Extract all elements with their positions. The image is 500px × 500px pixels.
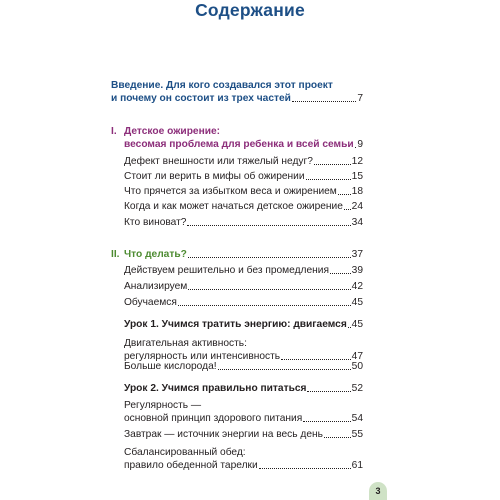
dot-leader <box>338 194 351 195</box>
dot-leader <box>355 147 357 148</box>
dot-leader <box>307 391 350 392</box>
dot-leader <box>303 421 350 422</box>
dot-leader <box>178 305 351 306</box>
dot-leader <box>330 273 351 274</box>
dot-leader <box>218 369 351 370</box>
toc-page-number: 45 <box>351 297 363 308</box>
dot-leader <box>292 101 356 102</box>
toc-entry[interactable] <box>124 446 363 472</box>
toc-entry-label: Завтрак — источник энергии на весь день <box>124 429 323 440</box>
toc-entry[interactable] <box>124 428 363 441</box>
toc-page-number: 24 <box>351 201 363 212</box>
toc-page-number: 54 <box>351 413 363 424</box>
dot-leader <box>259 468 351 469</box>
dot-leader <box>348 327 351 328</box>
toc-entry-part1[interactable] <box>124 125 363 151</box>
toc-entry-label: Больше кислорода! <box>124 361 217 372</box>
page-title: Содержание <box>195 0 305 20</box>
toc-page-number: 45 <box>351 319 363 330</box>
toc-page-number: 42 <box>351 281 363 292</box>
toc-entry-label: Кто виноват? <box>124 217 187 228</box>
toc-entry[interactable] <box>124 170 363 183</box>
toc-page-number: 15 <box>351 171 363 182</box>
toc-entry-label: Что делать? <box>124 249 187 260</box>
toc-entry[interactable] <box>124 216 363 229</box>
toc-entry-label: Стоит ли верить в мифы об ожирении <box>124 171 305 182</box>
toc-entry[interactable] <box>124 264 363 277</box>
toc-entry-lesson2[interactable] <box>124 382 363 395</box>
toc-entry-label: Анализируем <box>124 281 188 292</box>
toc-entry-label: Что прячется за избытком веса и ожирением <box>124 186 337 197</box>
toc-entry-label: Введение. Для кого создавался этот проект <box>111 80 333 91</box>
dot-leader <box>324 437 351 438</box>
toc-page-number: 39 <box>351 265 363 276</box>
toc-page-number: 55 <box>351 429 363 440</box>
toc-page-number: 47 <box>351 351 363 362</box>
toc-entry[interactable] <box>124 280 363 293</box>
toc-page-number: 50 <box>351 361 363 372</box>
toc-entry-lesson1[interactable] <box>124 318 363 331</box>
toc-entry[interactable] <box>124 296 363 309</box>
toc-entry[interactable] <box>124 399 363 425</box>
toc-entry-label: весомая проблема для ребенка и всей семьи <box>124 139 354 150</box>
toc-entry-label: Сбалансированный обед: <box>124 447 246 458</box>
dot-leader <box>306 179 351 180</box>
toc-entry-label: основной принцип здорового питания <box>124 413 303 424</box>
toc-entry-label: Когда и как может начаться детское ожирение <box>124 201 343 212</box>
toc-entry-label: Регулярность — <box>124 400 202 411</box>
toc-entry-label: Дефект внешности или тяжелый недуг? <box>124 156 313 167</box>
toc-entry-introduction[interactable] <box>111 79 363 105</box>
toc-entry-label: Урок 1. Учимся тратить энергию: двигаемся <box>124 319 347 330</box>
toc-page-number: 37 <box>351 249 363 260</box>
toc-page-number: 9 <box>357 139 363 150</box>
toc-entry-label: правило обеденной тарелки <box>124 460 258 471</box>
toc-entry-label: Действуем решительно и без промедления <box>124 265 329 276</box>
toc-entry-label: Обучаемся <box>124 297 177 308</box>
part-numeral: II. <box>111 249 120 260</box>
page-number-badge: 3 <box>369 482 387 500</box>
toc-page-number: 12 <box>351 156 363 167</box>
toc-page-number: 61 <box>351 460 363 471</box>
toc-entry[interactable] <box>124 185 363 198</box>
toc-entry-label: Двигательная активность: <box>124 338 247 349</box>
toc-page-number: 18 <box>351 186 363 197</box>
toc-page-number: 34 <box>351 217 363 228</box>
toc-entry-label: Детское ожирение: <box>124 126 221 137</box>
dot-leader <box>314 164 351 165</box>
toc-entry-label: Урок 2. Учимся правильно питаться <box>124 383 307 394</box>
toc-page-number: 7 <box>357 93 363 104</box>
toc-entry-part2[interactable] <box>124 248 363 261</box>
toc-entry-label: и почему он состоит из трех частей <box>111 93 291 104</box>
toc-entry[interactable] <box>124 200 363 213</box>
toc-entry[interactable] <box>124 155 363 168</box>
toc-page-number: 52 <box>351 383 363 394</box>
dot-leader <box>188 289 350 290</box>
dot-leader <box>344 209 351 210</box>
dot-leader <box>188 257 351 258</box>
toc-entry-label: регулярность или интенсивность <box>124 351 281 362</box>
toc-entry[interactable] <box>124 360 363 373</box>
dot-leader <box>187 225 350 226</box>
part-numeral: I. <box>111 126 117 137</box>
